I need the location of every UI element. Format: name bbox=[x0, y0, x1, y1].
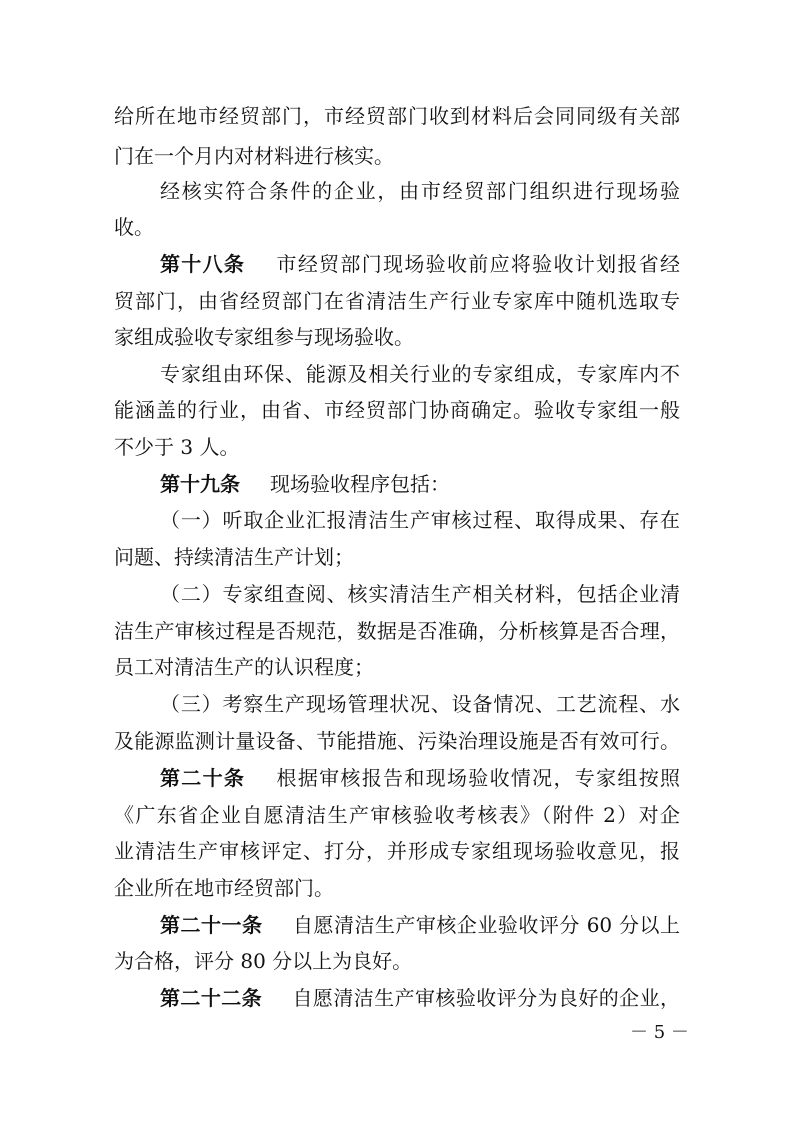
line-text: （三）考察生产现场管理状况、设备情况、工艺流程、水 bbox=[160, 692, 680, 716]
line-text: 自愿清洁生产审核验收评分为良好的企业， bbox=[292, 986, 680, 1010]
text-line bbox=[160, 178, 680, 204]
article-heading: 第二十二条 bbox=[160, 986, 263, 1010]
text-line bbox=[160, 691, 680, 717]
text-line bbox=[114, 214, 680, 240]
page-number: － 5 － bbox=[630, 1022, 689, 1043]
line-text: 业清洁生产审核评定、打分，并形成专家组现场验收意见，报 bbox=[114, 839, 680, 863]
article-21-line bbox=[160, 912, 680, 938]
article-heading: 第二十一条 bbox=[160, 913, 263, 937]
text-line bbox=[114, 103, 680, 129]
text-line bbox=[160, 581, 680, 607]
line-text: 经核实符合条件的企业，由市经贸部门组织进行现场验 bbox=[160, 179, 680, 203]
text-line bbox=[114, 948, 680, 974]
line-text: 能涵盖的行业，由省、市经贸部门协商确定。验收专家组一般 bbox=[114, 398, 680, 422]
line-text: 现场验收程序包括： bbox=[270, 472, 450, 496]
line-text: 员工对清洁生产的认识程度； bbox=[114, 655, 374, 679]
line-text: 门在一个月内对材料进行核实。 bbox=[114, 144, 394, 168]
text-line bbox=[160, 361, 680, 387]
line-text: 自愿清洁生产审核企业验收评分 60 分以上 bbox=[292, 913, 680, 937]
article-heading: 第十八条 bbox=[160, 252, 246, 276]
line-text: 专家组由环保、能源及相关行业的专家组成，专家库内不 bbox=[160, 362, 680, 386]
article-heading: 第二十条 bbox=[160, 766, 246, 790]
article-19-line bbox=[160, 471, 680, 497]
article-18-line bbox=[160, 251, 680, 277]
text-line bbox=[114, 838, 680, 864]
line-text: （一）听取企业汇报清洁生产审核过程、取得成果、存在 bbox=[160, 508, 680, 532]
article-20-line bbox=[160, 765, 680, 791]
line-text: 收。 bbox=[114, 215, 154, 239]
article-heading: 第十九条 bbox=[160, 472, 240, 496]
line-text: 为合格，评分 80 分以上为良好。 bbox=[114, 949, 413, 973]
text-line bbox=[114, 397, 680, 423]
line-text: 及能源监测计量设备、节能措施、污染治理设施是否有效可行。 bbox=[114, 729, 680, 753]
text-line bbox=[114, 434, 680, 460]
text-line bbox=[114, 544, 680, 570]
line-text: （二）专家组查阅、核实清洁生产相关材料，包括企业清 bbox=[160, 582, 680, 606]
text-line bbox=[114, 618, 680, 644]
line-text: 根据审核报告和现场验收情况，专家组按照 bbox=[275, 766, 680, 790]
line-text: 给所在地市经贸部门，市经贸部门收到材料后会同同级有关部 bbox=[114, 104, 680, 128]
line-text: 《广东省企业自愿清洁生产审核验收考核表》（附件 2）对企 bbox=[114, 803, 680, 827]
line-text: 问题、持续清洁生产计划； bbox=[114, 545, 354, 569]
text-line bbox=[160, 507, 680, 533]
line-text: 市经贸部门现场验收前应将验收计划报省经 bbox=[275, 252, 680, 276]
text-line bbox=[114, 875, 680, 901]
text-line bbox=[114, 143, 680, 169]
text-line bbox=[114, 288, 680, 314]
line-text: 不少于 3 人。 bbox=[114, 435, 240, 459]
line-text: 企业所在地市经贸部门。 bbox=[114, 876, 334, 900]
line-text: 洁生产审核过程是否规范，数据是否准确，分析核算是否合理， bbox=[114, 619, 680, 643]
article-22-line bbox=[160, 985, 680, 1011]
text-line bbox=[114, 802, 680, 828]
line-text: 贸部门，由省经贸部门在省清洁生产行业专家库中随机选取专 bbox=[114, 289, 680, 313]
text-line bbox=[114, 654, 680, 680]
line-text: 家组成验收专家组参与现场验收。 bbox=[114, 325, 414, 349]
text-line bbox=[114, 324, 680, 350]
text-line bbox=[114, 728, 680, 754]
